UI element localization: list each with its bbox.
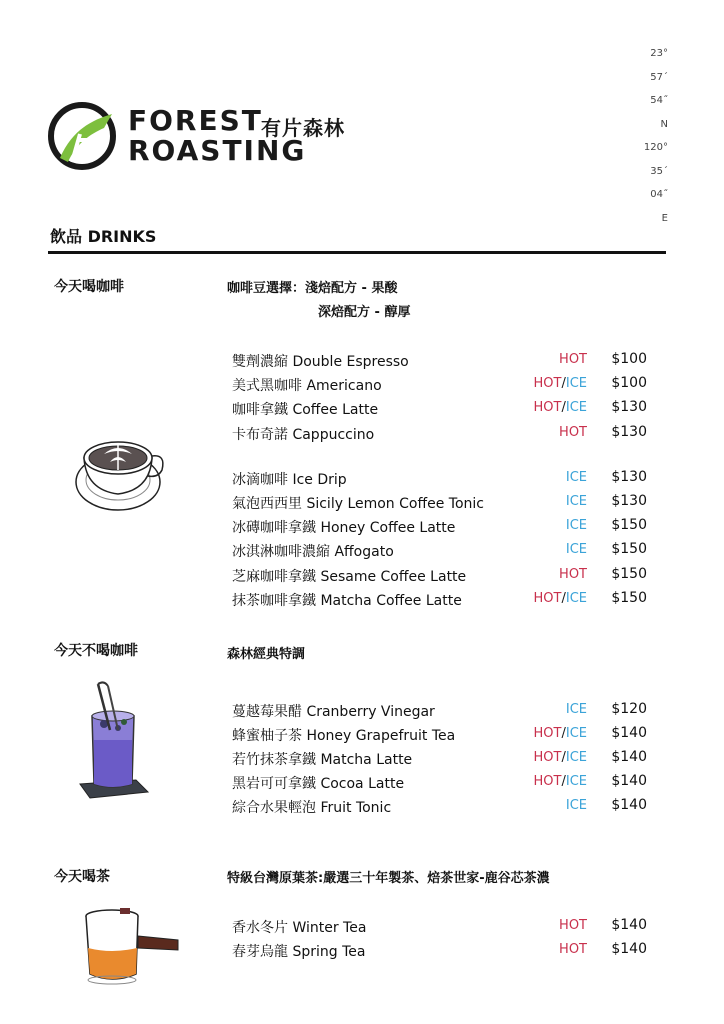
ice-label: ICE bbox=[565, 798, 587, 813]
item-price: $150 bbox=[611, 566, 647, 582]
menu-item bbox=[232, 917, 652, 937]
ice-label: ICE bbox=[565, 726, 587, 741]
hot-label: HOT bbox=[559, 918, 587, 933]
item-temperature bbox=[566, 702, 587, 717]
item-price: $130 bbox=[611, 399, 647, 415]
hot-label: HOT bbox=[559, 567, 587, 582]
ice-label: ICE bbox=[565, 376, 587, 391]
item-name: 蜂蜜柚子茶 Honey Grapefruit Tea bbox=[232, 728, 456, 744]
coordinates-column bbox=[628, 42, 688, 230]
menu-item bbox=[232, 797, 652, 817]
item-price: $140 bbox=[611, 941, 647, 957]
menu-item bbox=[232, 493, 652, 513]
ice-label: ICE bbox=[565, 591, 587, 606]
logo-mark-icon bbox=[46, 100, 118, 176]
item-price: $150 bbox=[611, 517, 647, 533]
brand-chinese: 有片森林 bbox=[261, 116, 345, 140]
item-temperature: HOT/ICE bbox=[533, 376, 587, 391]
ice-label: ICE bbox=[565, 750, 587, 765]
hot-label: HOT bbox=[533, 591, 562, 606]
ice-label: ICE bbox=[565, 542, 587, 557]
item-price: $140 bbox=[611, 725, 647, 741]
item-name: 冰滴咖啡 Ice Drip bbox=[232, 472, 347, 488]
ice-label: ICE bbox=[565, 470, 587, 485]
item-name: 蔓越莓果醋 Cranberry Vinegar bbox=[232, 704, 435, 720]
coord-lon-min: 35´ bbox=[650, 165, 668, 177]
item-price: $130 bbox=[611, 493, 647, 509]
hot-label: HOT bbox=[533, 376, 562, 391]
coord-lat-sec: 54˝ bbox=[650, 95, 668, 106]
section-title-non-coffee: 今天不喝咖啡 bbox=[54, 643, 138, 659]
hot-label: HOT bbox=[533, 726, 562, 741]
ice-label: ICE bbox=[565, 774, 587, 789]
item-name: 氣泡西西里 Sicily Lemon Coffee Tonic bbox=[232, 496, 484, 512]
section-title-tea: 今天喝茶 bbox=[54, 869, 110, 885]
item-price: $100 bbox=[611, 351, 647, 367]
menu-item bbox=[232, 351, 652, 371]
hot-label: HOT bbox=[559, 425, 587, 440]
item-temperature bbox=[566, 494, 587, 509]
item-price: $140 bbox=[611, 917, 647, 933]
item-name: 綜合水果輕泡 Fruit Tonic bbox=[232, 800, 392, 816]
teapot-icon bbox=[82, 904, 182, 992]
item-name: 黑岩可可拿鐵 Cocoa Latte bbox=[232, 776, 405, 792]
heading-divider bbox=[48, 251, 666, 254]
section-title-coffee: 今天喝咖啡 bbox=[54, 279, 124, 295]
item-name: 冰磚咖啡拿鐵 Honey Coffee Latte bbox=[232, 520, 456, 536]
item-name: 美式黑咖啡 Americano bbox=[232, 378, 382, 394]
item-temperature: HOT/ICE bbox=[533, 774, 587, 789]
menu-item bbox=[232, 541, 652, 561]
item-price: $150 bbox=[611, 590, 647, 606]
item-price: $100 bbox=[611, 375, 647, 391]
iced-drink-icon bbox=[76, 680, 152, 810]
item-temperature: HOT/ICE bbox=[533, 591, 587, 606]
item-price: $130 bbox=[611, 424, 647, 440]
menu-item bbox=[232, 701, 652, 721]
item-temperature bbox=[566, 518, 587, 533]
hot-label: HOT bbox=[559, 352, 587, 367]
item-name: 咖啡拿鐵 Coffee Latte bbox=[232, 402, 379, 418]
menu-item bbox=[232, 941, 652, 961]
hot-label: HOT bbox=[533, 774, 562, 789]
item-temperature: HOT/ICE bbox=[533, 750, 587, 765]
item-temperature bbox=[566, 470, 587, 485]
item-name: 春芽烏龍 Spring Tea bbox=[232, 944, 366, 960]
item-name: 卡布奇諾 Cappuccino bbox=[232, 427, 375, 443]
coord-lon-deg: 120° bbox=[643, 142, 668, 153]
item-temperature bbox=[559, 425, 587, 440]
coord-lat-dir: N bbox=[660, 118, 668, 130]
coord-lat-min: 57´ bbox=[650, 71, 668, 83]
menu-item bbox=[232, 517, 652, 537]
item-name: 芝麻咖啡拿鐵 Sesame Coffee Latte bbox=[232, 569, 467, 585]
menu-item bbox=[232, 590, 652, 610]
coffee-bean-options-line1: 咖啡豆選擇：淺焙配方 - 果酸 bbox=[227, 281, 398, 296]
signature-drinks-subtitle: 森林經典特調 bbox=[227, 647, 306, 662]
menu-item bbox=[232, 469, 652, 489]
item-price: $130 bbox=[611, 469, 647, 485]
item-price: $140 bbox=[611, 773, 647, 789]
menu-item bbox=[232, 375, 652, 395]
item-price: $140 bbox=[611, 749, 647, 765]
menu-item bbox=[232, 566, 652, 586]
item-price: $150 bbox=[611, 541, 647, 557]
item-temperature bbox=[559, 942, 587, 957]
hot-label: HOT bbox=[533, 750, 562, 765]
item-name: 香水冬片 Winter Tea bbox=[232, 920, 367, 936]
coffee-cup-icon bbox=[74, 424, 168, 520]
item-temperature bbox=[566, 798, 587, 813]
menu-item bbox=[232, 424, 652, 444]
item-name: 抹茶咖啡拿鐵 Matcha Coffee Latte bbox=[232, 593, 462, 609]
item-temperature bbox=[559, 567, 587, 582]
item-name: 若竹抹茶拿鐵 Matcha Latte bbox=[232, 752, 413, 768]
coord-lon-sec: 04˝ bbox=[650, 189, 668, 200]
ice-label: ICE bbox=[565, 518, 587, 533]
item-temperature: HOT/ICE bbox=[533, 400, 587, 415]
ice-label: ICE bbox=[565, 400, 587, 415]
menu-item bbox=[232, 399, 652, 419]
item-price: $140 bbox=[611, 797, 647, 813]
item-price: $120 bbox=[611, 701, 647, 717]
ice-label: ICE bbox=[565, 702, 587, 717]
ice-label: ICE bbox=[565, 494, 587, 509]
item-temperature bbox=[559, 352, 587, 367]
brand-line-1: FOREST bbox=[128, 104, 263, 137]
menu-item bbox=[232, 749, 652, 769]
drinks-heading: 飲品 DRINKS bbox=[50, 227, 157, 246]
coord-lat-deg: 23° bbox=[650, 48, 668, 59]
item-temperature bbox=[566, 542, 587, 557]
hot-label: HOT bbox=[533, 400, 562, 415]
item-name: 冰淇淋咖啡濃縮 Affogato bbox=[232, 544, 394, 560]
hot-label: HOT bbox=[559, 942, 587, 957]
coord-lon-dir: E bbox=[661, 212, 668, 224]
menu-item bbox=[232, 773, 652, 793]
item-temperature bbox=[559, 918, 587, 933]
tea-origin-subtitle: 特級台灣原葉茶:嚴選三十年製茶、焙茶世家-鹿谷芯茶濃 bbox=[227, 871, 550, 886]
coffee-bean-options-line2: 深焙配方 - 醇厚 bbox=[318, 305, 411, 320]
menu-item bbox=[232, 725, 652, 745]
brand-line-2: ROASTING bbox=[128, 134, 307, 167]
item-name: 雙劑濃縮 Double Espresso bbox=[232, 354, 409, 370]
item-temperature: HOT/ICE bbox=[533, 726, 587, 741]
